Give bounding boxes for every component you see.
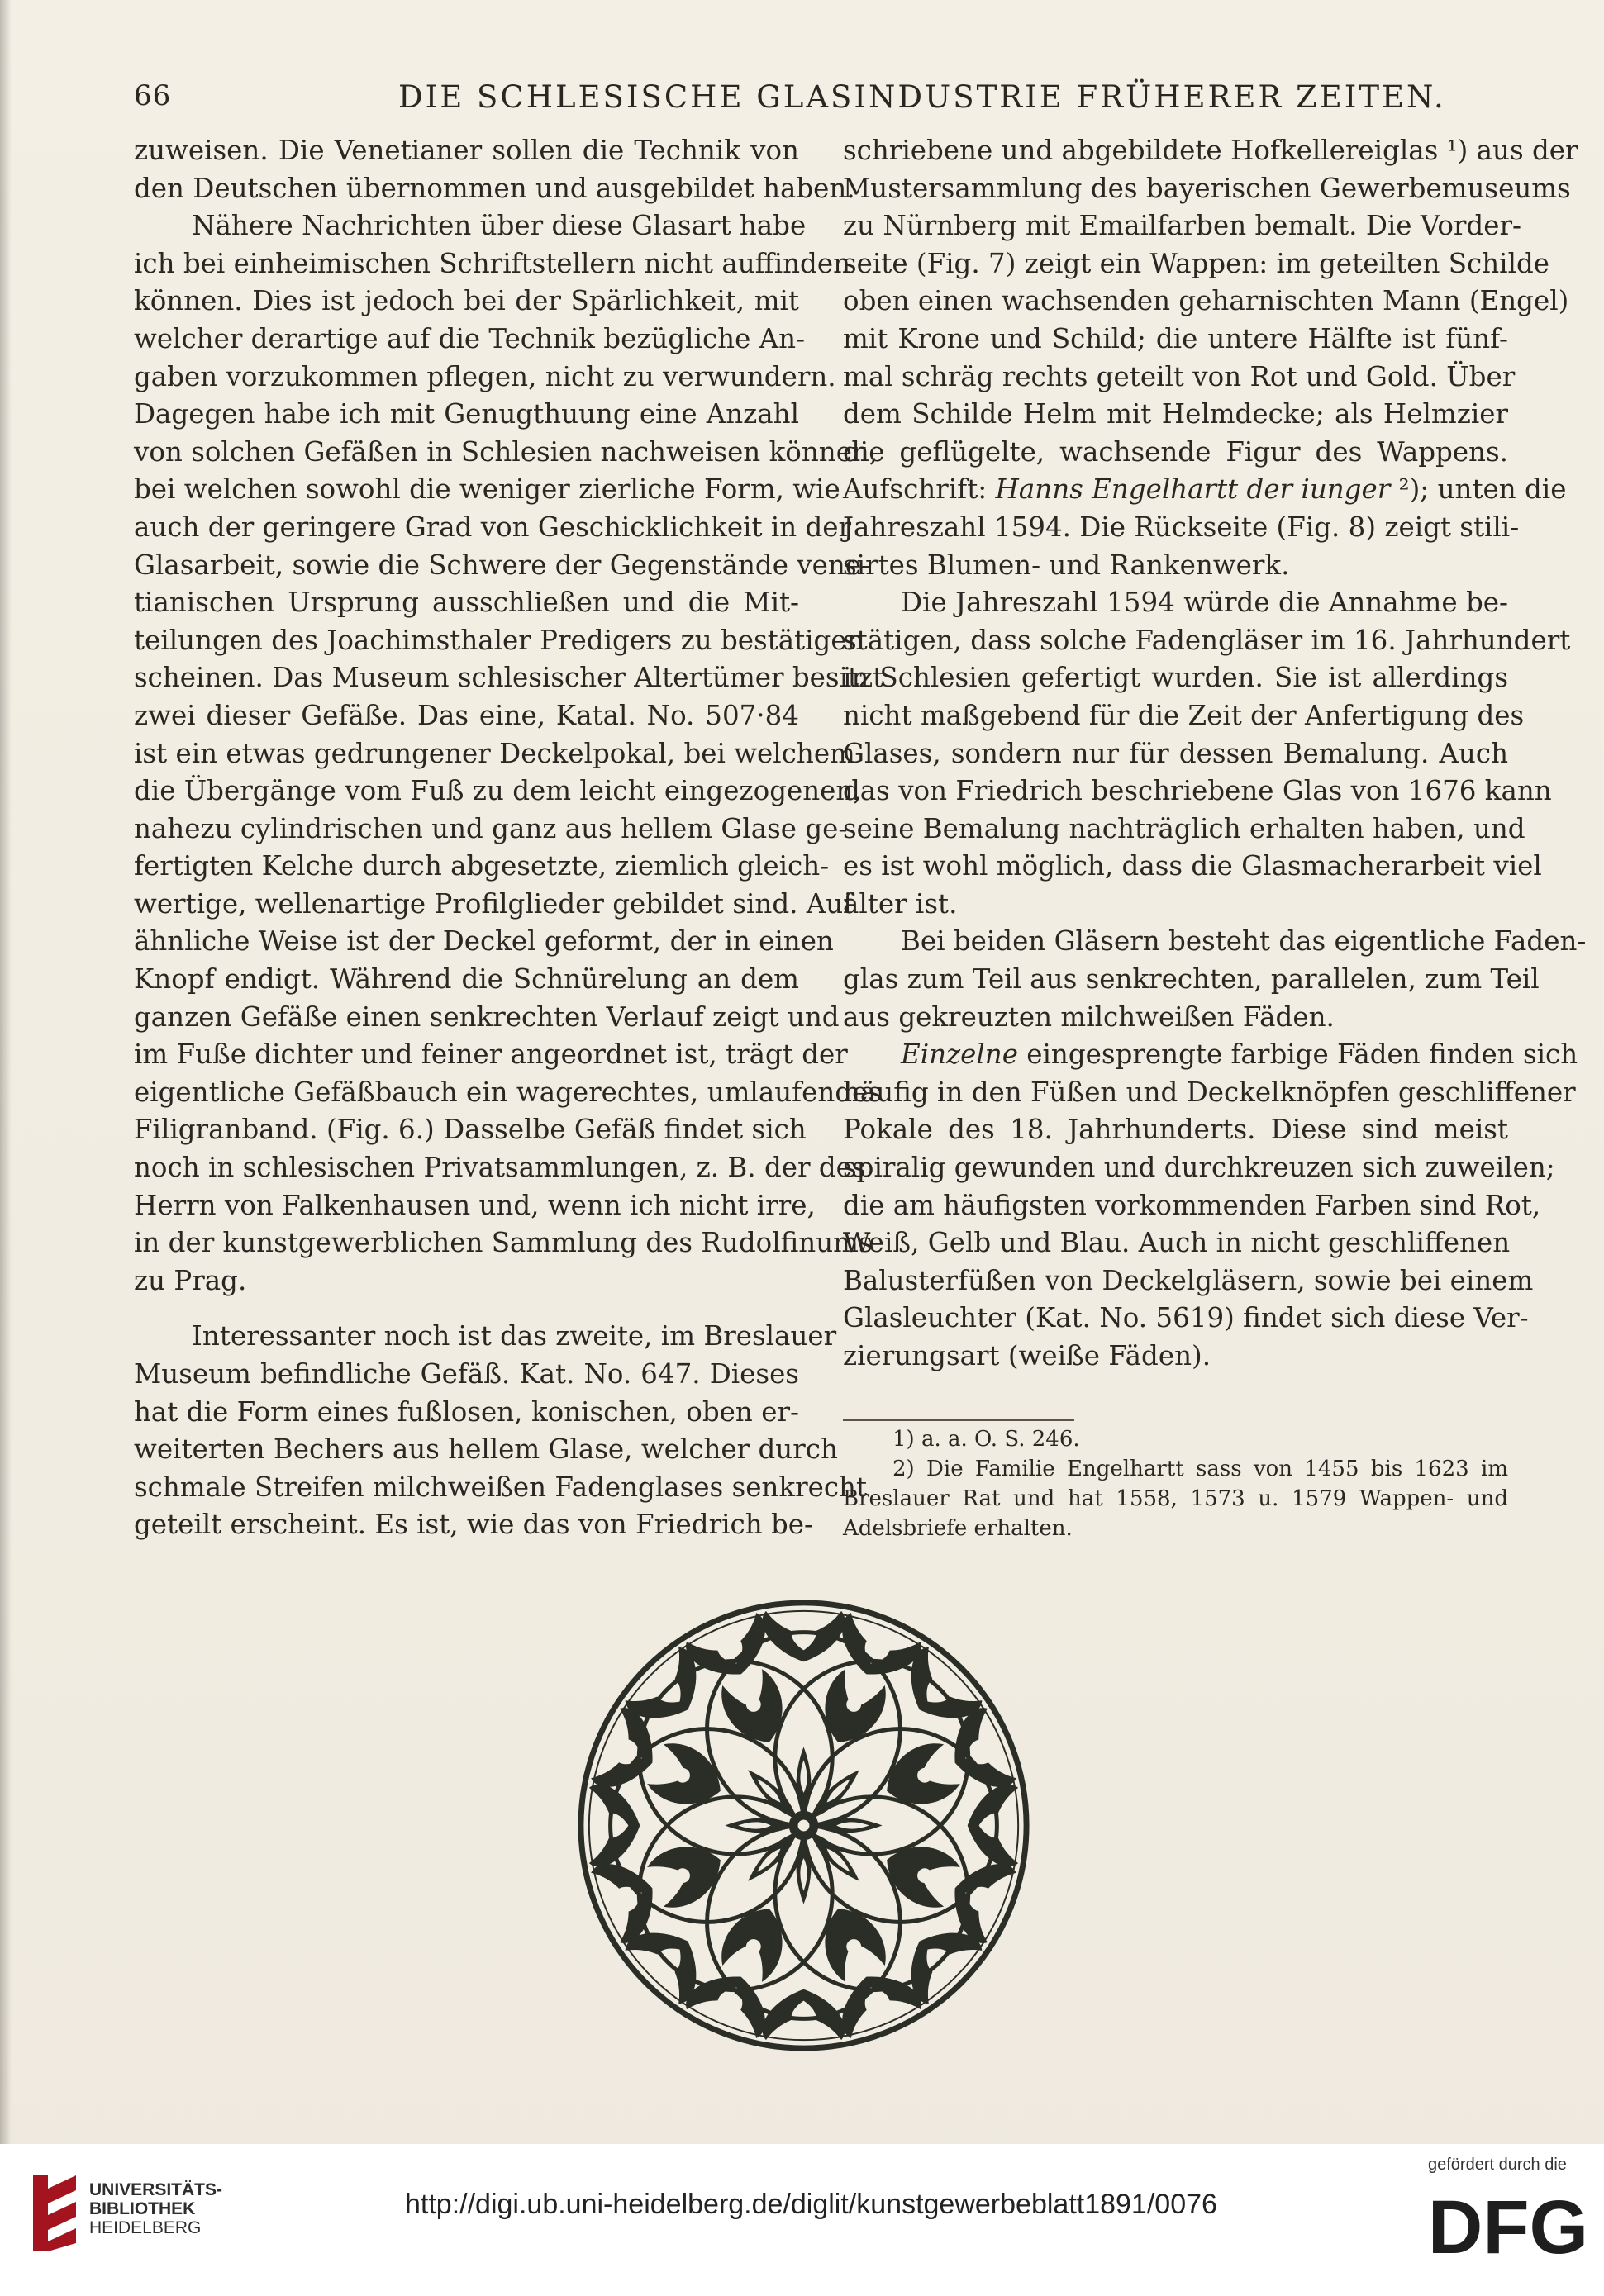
text-line: schmale Streifen milchweißen Fadenglases senkrecht [134, 1471, 868, 1503]
text-line: noch in schlesischen Privatsammlungen, z. B. der des [134, 1152, 866, 1184]
footnotes [843, 1424, 1508, 1543]
text-line [843, 1036, 1578, 1074]
footnote-2-continued: Breslauer Rat und hat 1558, 1573 u. 1579 Wappen- und [843, 1486, 1508, 1511]
text-line: weiterten Bechers aus hellem Glase, welcher durch [134, 1433, 838, 1466]
text-line: zuweisen. Die Venetianer sollen die Technik von [134, 135, 799, 166]
digitization-footer [0, 2144, 1604, 2296]
text-line: es ist wohl möglich, dass die Glasmacherarbeit viel [843, 850, 1542, 882]
footnote-1: 1) a. a. O. S. 246. [892, 1427, 1080, 1452]
text-line: ich bei einheimischen Schriftstellern nicht auffinden [134, 247, 851, 279]
text-line: können. Dies ist jedoch bei der Spärlichkeit, mit [134, 285, 799, 317]
running-title: DIE SCHLESISCHE GLASINDUSTRIE FRÜHERER ZEITEN. [398, 79, 1446, 115]
text-line: Mustersammlung des bayerischen Gewerbemuseums [843, 172, 1571, 204]
text-fragment: eingesprengte farbige Fäden finden sich [1017, 1039, 1578, 1071]
text-line: Glases, sondern nur für dessen Bemalung. Auch [843, 737, 1508, 769]
text-line: scheinen. Das Museum schlesischer Altertümer besitzt [134, 662, 884, 694]
text-line: zu Prag. [134, 1264, 247, 1296]
running-header [134, 79, 1506, 121]
text-line: älter ist. [843, 887, 958, 920]
text-line: glas zum Teil aus senkrechten, parallelen, zum Teil [843, 963, 1540, 996]
circular-arabesque-ornament-icon [574, 1596, 1033, 2055]
right-text-column [843, 132, 1587, 1376]
page-edge-shadow [0, 0, 12, 2296]
text-line: ganzen Gefäße einen senkrechten Verlauf zeigt und [134, 1001, 840, 1033]
inscription-prefix: Aufschrift: [843, 473, 996, 506]
footnote-2: 2) Die Familie Engelhartt sass von 1455 bis 1623 im [892, 1457, 1508, 1481]
library-name [89, 2180, 222, 2237]
text-line: aus gekreuzten milchweißen Fäden. [843, 1001, 1335, 1033]
text-line: Weiß, Gelb und Blau. Auch in nicht geschliffenen [843, 1227, 1511, 1259]
text-line: Nähere Nachrichten über diese Glasart habe [192, 210, 807, 242]
text-line: bei welchen sowohl die weniger zierliche Form, wie [134, 473, 840, 506]
text-line: in Schlesien gefertigt wurden. Sie ist allerdings [843, 662, 1508, 694]
text-line: zierungsart (weiße Fäden). [843, 1340, 1211, 1371]
text-line: Glasarbeit, sowie die Schwere der Gegenstände vene- [134, 549, 871, 581]
text-line: tianischen Ursprung ausschließen und die Mit- [134, 587, 799, 619]
text-line: seite (Fig. 7) zeigt ein Wappen: im geteilten Schilde [843, 247, 1549, 279]
text-line: Dagegen habe ich mit Genugthuung eine Anzahl [134, 398, 799, 430]
dfg-logo-icon [1427, 2185, 1589, 2270]
text-line: auch der geringere Grad von Geschicklichkeit in der [134, 511, 852, 543]
library-name-line: HEIDELBERG [89, 2218, 202, 2237]
text-line: nicht maßgebend für die Zeit der Anfertigung des [843, 699, 1525, 731]
text-line: ist ein etwas gedrungener Deckelpokal, bei welchem [134, 737, 855, 769]
text-line: Glasleuchter (Kat. No. 5619) findet sich diese Ver- [843, 1302, 1529, 1334]
permalink-url[interactable]: http://digi.ub.uni-heidelberg.de/diglit/kunstgewerbeblatt1891/0076 [405, 2189, 1217, 2220]
text-line: nahezu cylindrischen und ganz aus hellem Glase ge- [134, 812, 848, 844]
text-line: fertigten Kelche durch abgesetzte, ziemlich gleich- [134, 850, 830, 882]
text-line: schriebene und abgebildete Hofkellereiglas ¹) aus der [843, 135, 1578, 166]
text-line: Herrn von Falkenhausen und, wenn ich nicht irre, [134, 1189, 816, 1221]
text-line: eigentliche Gefäßbauch ein wagerechtes, umlaufendes [134, 1076, 883, 1108]
university-library-logo-icon [30, 2172, 79, 2255]
text-line: die geflügelte, wachsende Figur des Wappens. [843, 435, 1508, 468]
text-line: hat die Form eines fußlosen, konischen, oben er- [134, 1395, 799, 1428]
footnote-2-end: Adelsbriefe erhalten. [843, 1516, 1073, 1541]
text-line: den Deutschen übernommen und ausgebildet haben. [134, 172, 855, 204]
text-line: häufig in den Füßen und Deckelknöpfen geschliffener [843, 1076, 1576, 1108]
text-line: zu Nürnberg mit Emailfarben bemalt. Die Vorder- [843, 210, 1521, 242]
funding-caption: gefördert durch die [1428, 2156, 1567, 2174]
text-line: im Fuße dichter und feiner angeordnet ist, trägt der [134, 1039, 848, 1071]
text-line: gaben vorzukommen pflegen, nicht zu verwundern. [134, 360, 836, 392]
dfg-logo-text: DFG [1427, 2185, 1589, 2270]
text-line: das von Friedrich beschriebene Glas von 1676 kann [843, 775, 1552, 807]
text-line: Balusterfüßen von Deckelgläsern, sowie bei einem [843, 1264, 1534, 1296]
text-line: zwei dieser Gefäße. Das eine, Katal. No. 507·84 [134, 699, 799, 731]
text-line: teilungen des Joachimsthaler Predigers zu bestätigen [134, 624, 864, 656]
library-name-line: UNIVERSITÄTS- [89, 2180, 223, 2199]
text-line: geteilt erscheint. Es ist, wie das von Friedrich be- [134, 1509, 813, 1541]
text-line: Pokale des 18. Jahrhunderts. Diese sind meist [843, 1114, 1508, 1146]
text-line: ähnliche Weise ist der Deckel geformt, der in einen [134, 925, 834, 958]
text-line: in der kunstgewerblichen Sammlung des Rudolfinums [134, 1227, 873, 1259]
text-line: sirtes Blumen- und Rankenwerk. [843, 549, 1290, 581]
text-line: Filigranband. (Fig. 6.) Dasselbe Gefäß findet sich [134, 1114, 807, 1146]
page-number: 66 [134, 79, 172, 112]
text-line: Bei beiden Gläsern besteht das eigentliche Faden- [901, 925, 1587, 958]
text-line: welcher derartige auf die Technik bezügliche An- [134, 322, 806, 354]
text-line: wertige, wellenartige Profilglieder gebildet sind. Auf [134, 887, 854, 920]
text-line: seine Bemalung nachträglich erhalten haben, und [843, 812, 1525, 844]
inscription-line [843, 471, 1567, 509]
text-line: Museum befindliche Gefäß. Kat. No. 647. Dieses [134, 1358, 799, 1390]
library-name-line: BIBLIOTHEK [89, 2199, 196, 2218]
inscription-text: Hanns Engelhartt der iunger [995, 473, 1391, 506]
text-line: mal schräg rechts geteilt von Rot und Gold. Über [843, 360, 1516, 392]
text-line: Knopf endigt. Während die Schnürelung an dem [134, 963, 799, 996]
inscription-suffix: ²); unten die [1390, 473, 1567, 506]
text-line: stätigen, dass solche Fadengläser im 16. Jahrhundert [843, 624, 1571, 656]
left-text-column [134, 132, 884, 1544]
text-line: die Übergänge vom Fuß zu dem leicht eingezogenen, [134, 775, 862, 807]
footnote-rule [843, 1419, 1074, 1421]
text-line: von solchen Gefäßen in Schlesien nachweisen können, [134, 435, 878, 468]
italic-lead-word: Einzelne [901, 1039, 1018, 1071]
text-line: Interessanter noch ist das zweite, im Breslauer [192, 1320, 837, 1352]
text-line: oben einen wachsenden geharnischten Mann (Engel) [843, 285, 1569, 317]
text-line: die am häufigsten vorkommenden Farben sind Rot, [843, 1189, 1541, 1221]
text-line: Jahreszahl 1594. Die Rückseite (Fig. 8) zeigt stili- [843, 511, 1520, 543]
text-line: spiralig gewunden und durchkreuzen sich zuweilen; [843, 1152, 1555, 1184]
text-line: Die Jahreszahl 1594 würde die Annahme be- [901, 587, 1508, 619]
text-line: mit Krone und Schild; die untere Hälfte ist fünf- [843, 322, 1508, 354]
text-line: dem Schilde Helm mit Helmdecke; als Helmzier [843, 398, 1508, 430]
